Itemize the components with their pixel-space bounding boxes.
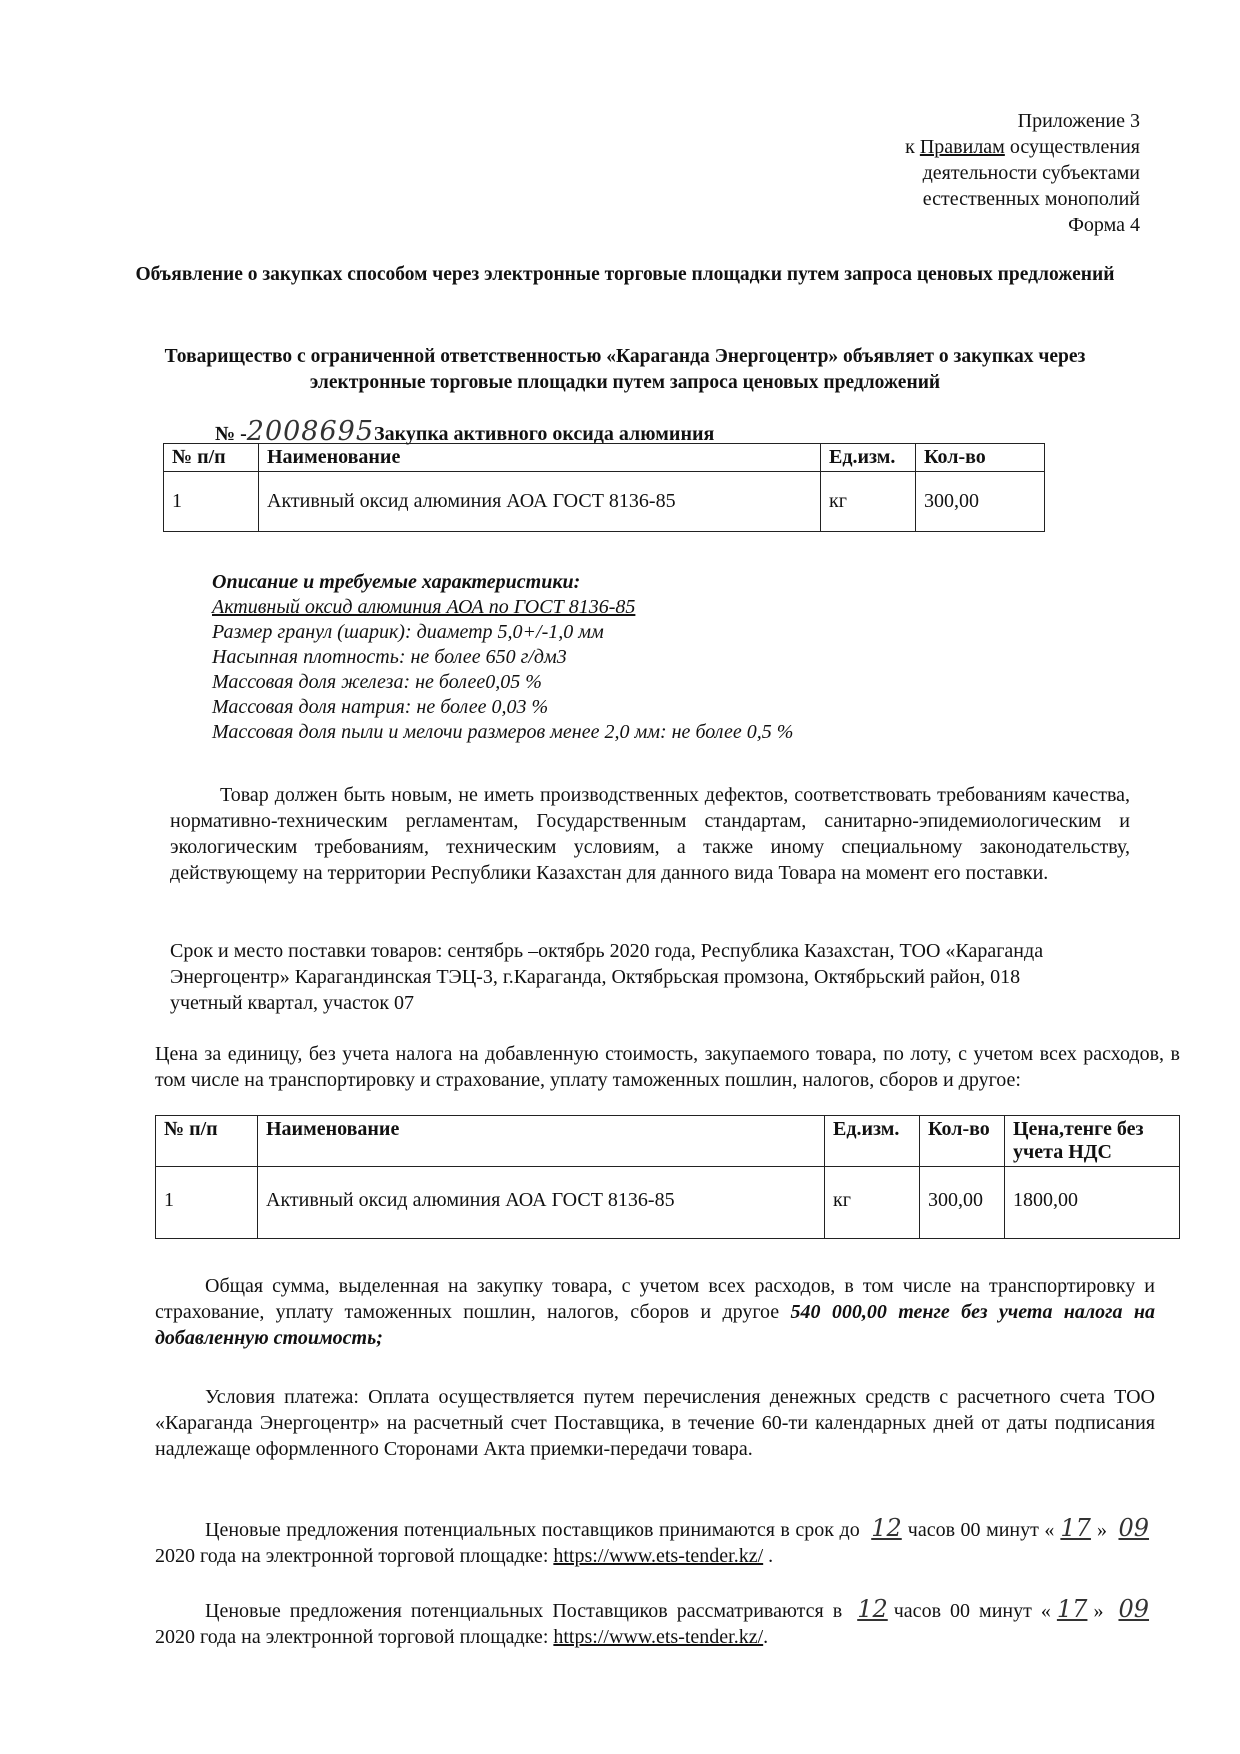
appendix-number: Приложение 3 [1017, 110, 1140, 132]
col-name: Наименование [258, 1116, 825, 1167]
col-quantity: Кол-во [916, 444, 1045, 472]
ets-tender-link[interactable]: https://www.ets-tender.kz/ [553, 1545, 764, 1567]
company-announcement: Товарищество с ограниченной ответственностью «Караганда Энергоцентр» объявляет о закупках через электронные торговые площадки путем запроса ценовых предложений [164, 346, 1086, 393]
price-terms: Цена за единицу, без учета налога на добавленную стоимость, закупаемого товара, по лоту, с учетом всех расходов, в том числе на транспортировку и страхование, уплату таможенных пошлин, налогов, сборов и другое: [155, 1043, 1180, 1091]
cell-name: Активный оксид алюминия АОА ГОСТ 8136-85 [258, 1167, 825, 1239]
col-quantity: Кол-во [920, 1116, 1005, 1167]
payment-terms: Условия платежа: Оплата осуществляется путем перечисления денежных средств с расчетного счета ТОО «Караганда Энергоцентр» на расчетный счет Поставщика, в течение 60-ти календарных дней от даты подписания надлежаще оформленного Сторонами Акта приемки-передачи товара. [155, 1386, 1155, 1460]
items-table [163, 443, 1045, 532]
appendix-rules-line: к Правилам осуществления [905, 136, 1140, 158]
delivery-terms: Срок и место поставки товаров: сентябрь –октябрь 2020 года, Республика Казахстан, ТОО «Караганда Энергоцентр» Карагандинская ТЭЦ-3, г.Караганда, Октябрьская промзона, Октябрьский район, 018 учетный квартал, участок 07 [170, 940, 1044, 1014]
cell-unit: кг [825, 1167, 920, 1239]
price-table [155, 1115, 1180, 1239]
review-day-handwritten: 17 [1056, 1595, 1088, 1623]
cell-price: 1800,00 [1005, 1167, 1180, 1239]
description-line: Насыпная плотность: не более 650 г/дм3 [212, 646, 567, 668]
lot-title: Закупка активного оксида алюминия [374, 423, 715, 445]
lot-prefix: № - [215, 423, 247, 445]
col-unit: Ед.изм. [821, 444, 916, 472]
table-row [164, 472, 1045, 532]
table-row [156, 1167, 1180, 1239]
col-name: Наименование [259, 444, 821, 472]
appendix-line-3: деятельности субъектами [922, 162, 1140, 184]
col-price: Цена,тенге без учета НДС [1005, 1116, 1180, 1167]
description-block [212, 570, 793, 745]
col-number: № п/п [164, 444, 259, 472]
total-text: Общая сумма, выделенная на закупку товара, с учетом всех расходов, в том числе на транспортировку и страхование, уплату таможенных пошлин, налогов, сборов и другое [155, 1275, 1155, 1323]
cell-unit: кг [821, 472, 916, 532]
table-header-row [156, 1116, 1180, 1167]
cell-quantity: 300,00 [916, 472, 1045, 532]
appendix-form: Форма 4 [1068, 214, 1140, 236]
announcement-title: Объявление о закупках способом через электронные торговые площадки путем запроса ценовых предложений [135, 264, 1115, 285]
total-emphasis: 540 000,00 тенге без учета налога на добавленную стоимость; [155, 1301, 1156, 1349]
accept-month-handwritten: 09 [1118, 1514, 1150, 1542]
accept-day-handwritten: 17 [1060, 1514, 1091, 1542]
accept-hour-handwritten: 12 [871, 1514, 902, 1542]
description-line: Массовая доля железа: не более0,05 % [212, 671, 542, 693]
review-deadline: Ценовые предложения потенциальных Поставщиков рассматриваются в 12 часов 00 минут « 17 » 09 2020 года на электронной торговой площадке: https://www.ets-tender.kz/. [155, 1596, 1155, 1650]
description-title: Описание и требуемые характеристики: [212, 571, 581, 593]
col-number: № п/п [156, 1116, 258, 1167]
review-hour-handwritten: 12 [857, 1595, 888, 1623]
appendix-block [905, 108, 1140, 238]
acceptance-deadline: Ценовые предложения потенциальных поставщиков принимаются в срок до 12 часов 00 минут « 17 » 09 2020 года на электронной торговой площадке: https://www.ets-tender.kz/ . [155, 1515, 1155, 1569]
cell-number: 1 [164, 472, 259, 532]
review-month-handwritten: 09 [1118, 1595, 1150, 1623]
description-line: Активный оксид алюминия АОА по ГОСТ 8136-85 [212, 596, 636, 618]
total-amount [155, 1273, 1155, 1351]
lot-number-handwritten: 2008695 [246, 416, 375, 447]
description-line: Массовая доля пыли и мелочи размеров менее 2,0 мм: не более 0,5 % [212, 721, 794, 743]
description-line: Размер гранул (шарик): диаметр 5,0+/-1,0 мм [212, 621, 604, 643]
table-header-row [164, 444, 1045, 472]
col-unit: Ед.изм. [825, 1116, 920, 1167]
cell-name: Активный оксид алюминия АОА ГОСТ 8136-85 [259, 472, 821, 532]
goods-requirements: Товар должен быть новым, не иметь производственных дефектов, соответствовать требованиям качества, нормативно-техническим регламентам, Государственным стандартам, санитарно-эпидемиологическим и экологическим требованиям, техническим условиям, а также иному специальному законодательству, действующему на территории Республики Казахстан для данного вида Товара на момент его поставки. [170, 784, 1130, 884]
appendix-line-4: естественных монополий [922, 188, 1140, 210]
rules-link[interactable]: Правилам [919, 136, 1005, 158]
cell-quantity: 300,00 [920, 1167, 1005, 1239]
ets-tender-link[interactable]: https://www.ets-tender.kz/ [553, 1626, 764, 1648]
description-line: Массовая доля натрия: не более 0,03 % [212, 696, 549, 718]
cell-number: 1 [156, 1167, 258, 1239]
